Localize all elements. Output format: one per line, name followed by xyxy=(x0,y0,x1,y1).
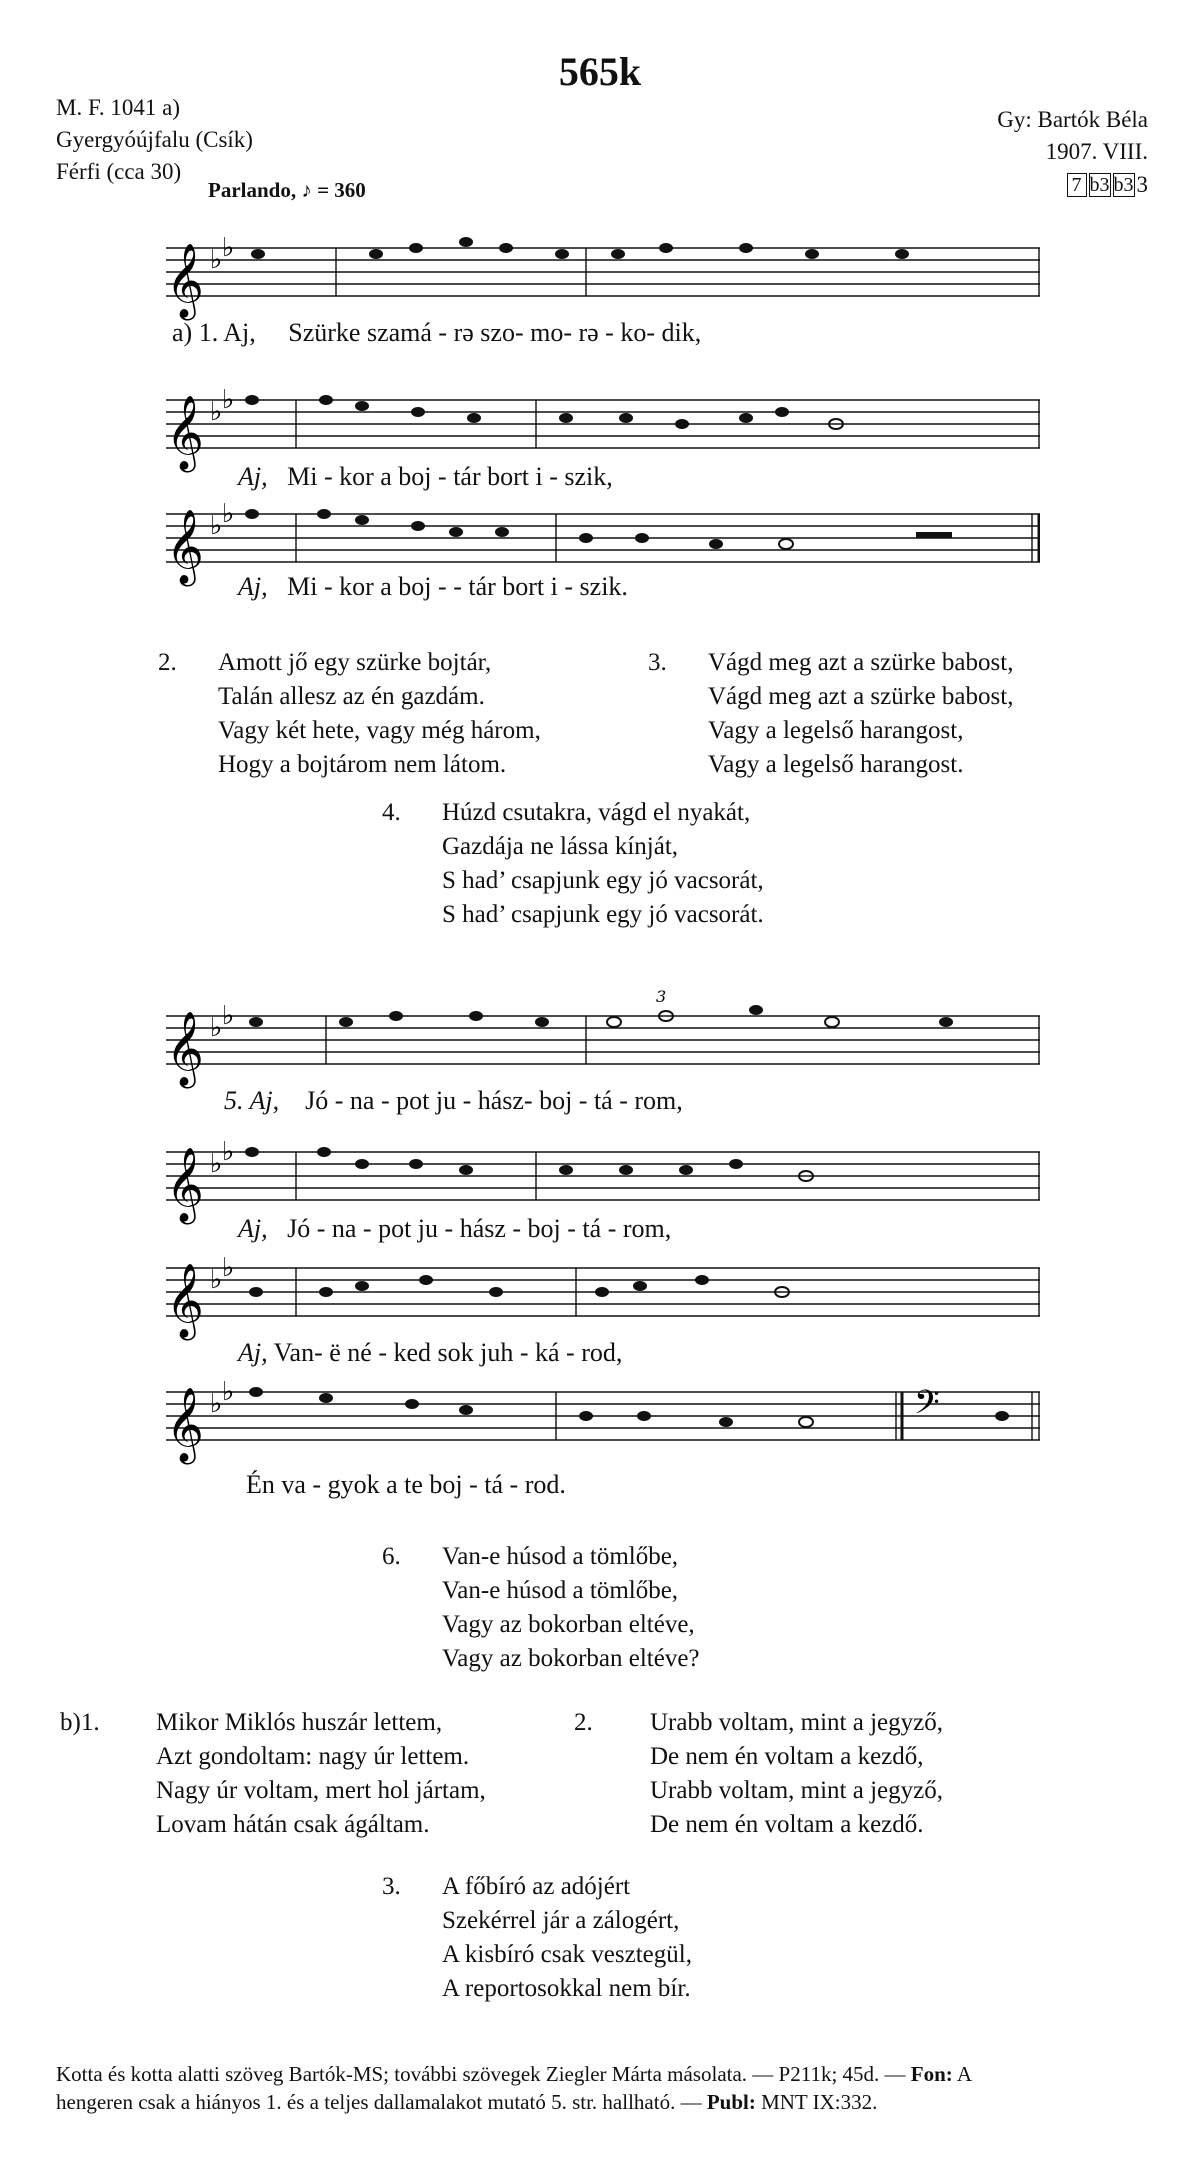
verse-line: A főbíró az adójért xyxy=(442,1873,631,1900)
svg-text:♭: ♭ xyxy=(222,385,235,415)
svg-text:3: 3 xyxy=(656,987,667,1006)
verse-number: 3. xyxy=(648,649,667,676)
svg-text:♭: ♭ xyxy=(210,1013,223,1043)
verse-line: Húzd csutakra, vágd el nyakát, xyxy=(442,799,751,826)
svg-text:𝄞: 𝄞 xyxy=(166,1148,204,1222)
footnote xyxy=(56,2060,1156,2116)
collector-name: Gy: Bartók Béla xyxy=(997,107,1148,132)
verse-6 xyxy=(382,1540,700,1676)
lyric-line xyxy=(238,572,628,602)
music-staff xyxy=(166,986,1040,1096)
verse-line: Van-e húsod a tömlőbe, xyxy=(442,1577,679,1604)
svg-text:♭: ♭ xyxy=(210,1265,223,1295)
footnote-label: Fon: xyxy=(910,2062,953,2086)
footnote-text: hengeren csak a hiányos 1. és a teljes dallamalakot mutató 5. str. hallható. — xyxy=(56,2090,707,2114)
verse-line: S had’ csapjunk egy jó vacsorát, xyxy=(442,867,764,894)
music-staff xyxy=(166,218,1040,328)
lyric-text: Jó - na - pot ju - hász- boj - tá - rom, xyxy=(305,1086,683,1115)
song-number: 565k xyxy=(558,49,642,94)
lyric-verse-label: Aj, xyxy=(238,1338,268,1367)
svg-text:𝄢: 𝄢 xyxy=(914,1384,940,1430)
lyric-text: Én va - gyok a te boj - tá - rod. xyxy=(246,1470,566,1499)
source-info xyxy=(56,92,253,188)
svg-text:𝄞: 𝄞 xyxy=(166,396,204,470)
svg-text:𝄞: 𝄞 xyxy=(166,1264,204,1338)
verse-line: De nem én voltam a kezdő. xyxy=(650,1811,924,1838)
verse-3 xyxy=(648,646,1014,782)
lyric-verse-label: Aj, xyxy=(238,572,268,601)
lyric-text: Jó - na - pot ju - hász - boj - tá - rom, xyxy=(287,1214,672,1243)
verse-line: Vágd meg azt a szürke babost, xyxy=(708,649,1014,676)
svg-text:♭: ♭ xyxy=(222,499,235,529)
verse-line: Nagy úr voltam, mert hol jártam, xyxy=(156,1777,486,1804)
cadence-boxes xyxy=(1067,169,1149,201)
svg-text:𝄞: 𝄞 xyxy=(166,1388,204,1462)
verse-line: Vagy a legelső harangost, xyxy=(708,717,964,744)
music-staff xyxy=(166,1362,1040,1472)
lyric-verse-label: Aj, xyxy=(238,462,268,491)
verse-line: Vagy az bokorban eltéve? xyxy=(442,1645,700,1672)
svg-text:♭: ♭ xyxy=(210,397,223,427)
verse-number: 4. xyxy=(382,799,401,826)
svg-text:♭: ♭ xyxy=(210,245,223,275)
source-location: Gyergyóújfalu (Csík) xyxy=(56,127,253,152)
tempo-marking: Parlando, ♪ = 360 xyxy=(208,178,366,202)
verse-line: Vágd meg azt a szürke babost, xyxy=(708,683,1014,710)
verse-number: 2. xyxy=(158,649,177,676)
verse-line: Amott jő egy szürke bojtár, xyxy=(218,649,492,676)
cadence-box: 7 xyxy=(1067,173,1087,197)
verse-line: Vagy a legelső harangost. xyxy=(708,751,964,778)
verse-b1 xyxy=(60,1706,486,1842)
verse-number: 2. xyxy=(574,1709,593,1736)
svg-text:♭: ♭ xyxy=(222,233,235,263)
footnote-text: A xyxy=(952,2062,973,2086)
verse-number: 6. xyxy=(382,1543,401,1570)
verse-line: Hogy a bojtárom nem látom. xyxy=(218,751,507,778)
collector-info xyxy=(997,104,1148,201)
svg-text:♭: ♭ xyxy=(222,1253,235,1283)
svg-text:♭: ♭ xyxy=(222,1137,235,1167)
source-archive: M. F. 1041 a) xyxy=(56,95,181,120)
verse-line: Vagy két hete, vagy még három, xyxy=(218,717,541,744)
cadence-final: 3 xyxy=(1136,172,1148,197)
verse-4 xyxy=(382,796,764,932)
svg-text:♭: ♭ xyxy=(210,1149,223,1179)
verse-line: Van-e húsod a tömlőbe, xyxy=(442,1543,679,1570)
lyric-text: Szürke szamá - rə szo- mo- rə - ko- dik, xyxy=(288,318,702,347)
svg-text:♭: ♭ xyxy=(222,1001,235,1031)
svg-text:♭: ♭ xyxy=(210,1389,223,1419)
verse-number: 3. xyxy=(382,1873,401,1900)
verse-line: A kisbíró csak vesztegül, xyxy=(442,1941,692,1968)
cadence-box: b3 xyxy=(1113,174,1134,196)
svg-text:♭: ♭ xyxy=(210,511,223,541)
footnote-text: Kotta és kotta alatti szöveg Bartók-MS; további szövegek Ziegler Márta másolata. — P211k; 45d. — xyxy=(56,2062,911,2086)
lyric-verse-label: a) 1. Aj, xyxy=(172,318,256,347)
lyric-line xyxy=(224,1086,683,1116)
svg-text:𝄞: 𝄞 xyxy=(166,510,204,584)
lyric-line xyxy=(172,318,701,348)
verse-line: Urabb voltam, mint a jegyző, xyxy=(650,1777,943,1804)
svg-text:𝄞: 𝄞 xyxy=(166,1012,204,1086)
verse-line: De nem én voltam a kezdő, xyxy=(650,1743,924,1770)
music-staff xyxy=(166,1238,1040,1348)
lyric-line xyxy=(246,1470,566,1500)
footnote-label: Publ: xyxy=(706,2090,756,2114)
source-singer: Férfi (cca 30) xyxy=(56,159,182,184)
verse-line: Gazdája ne lássa kínját, xyxy=(442,833,679,860)
verse-line: Mikor Miklós huszár lettem, xyxy=(156,1709,443,1736)
svg-text:♭: ♭ xyxy=(222,1377,235,1407)
cadence-box: b3 xyxy=(1089,174,1110,196)
lyric-text: Mi - kor a boj - tár bort i - szik, xyxy=(287,462,613,491)
verse-line: Lovam hátán csak ágáltam. xyxy=(156,1811,430,1838)
collection-date: 1907. VIII. xyxy=(1045,139,1148,164)
lyric-verse-label: Aj, xyxy=(238,1214,268,1243)
verse-line: Azt gondoltam: nagy úr lettem. xyxy=(156,1743,470,1770)
verse-line: S had’ csapjunk egy jó vacsorát. xyxy=(442,901,764,928)
verse-line: Szekérrel jár a zálogért, xyxy=(442,1907,680,1934)
verse-line: Talán allesz az én gazdám. xyxy=(218,683,485,710)
verse-line: Vagy az bokorban eltéve, xyxy=(442,1611,695,1638)
verse-number: b)1. xyxy=(60,1709,100,1736)
verse-2 xyxy=(158,646,541,782)
verse-line: A reportosokkal nem bír. xyxy=(442,1975,691,2002)
lyric-text: Mi - kor a boj - - tár bort i - szik. xyxy=(287,572,628,601)
svg-text:𝄞: 𝄞 xyxy=(166,244,204,318)
lyric-verse-label: 5. Aj, xyxy=(224,1086,280,1115)
lyric-text: Van- ë né - ked sok juh - ká - rod, xyxy=(273,1338,623,1367)
verse-b3 xyxy=(382,1870,692,2006)
verse-line: Urabb voltam, mint a jegyző, xyxy=(650,1709,943,1736)
verse-b2 xyxy=(574,1706,943,1842)
footnote-text: MNT IX:332. xyxy=(755,2090,878,2114)
